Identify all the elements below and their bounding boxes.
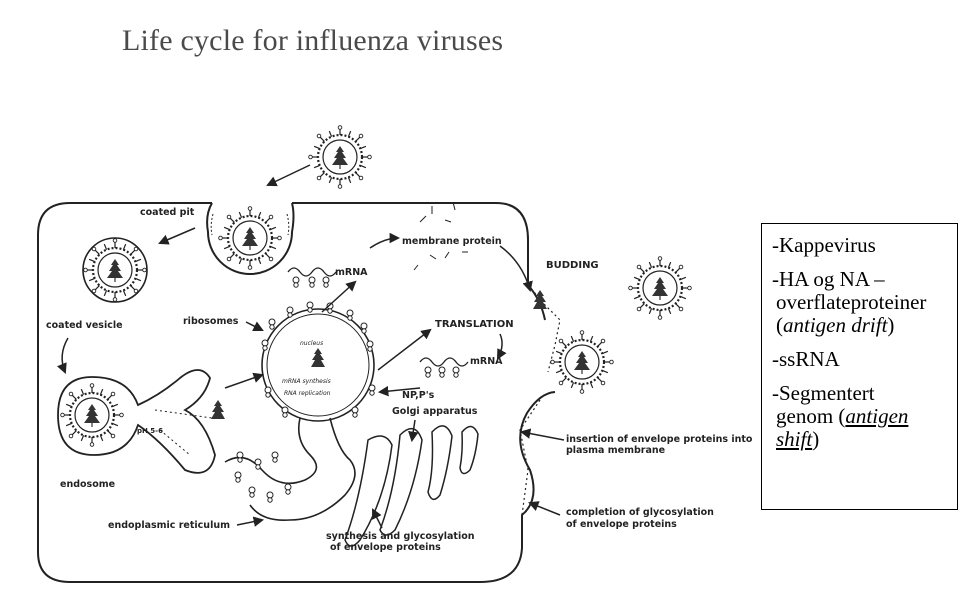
label-insertion-1: insertion of envelope proteins into: [566, 434, 753, 445]
virion-in-pit: [219, 207, 282, 270]
note-ssrna: [772, 348, 951, 371]
label-synthesis-1: synthesis and glycosylation: [326, 531, 475, 542]
arrow-completion: [530, 503, 560, 515]
label-completion-1: completion of glycosylation: [566, 507, 714, 518]
note-underline: antigen: [845, 404, 909, 428]
note-emphasis: antigen drift: [783, 313, 888, 337]
note-text: genom (: [776, 404, 846, 428]
note-text: -Kappevirus: [772, 233, 876, 257]
note-text: -ssRNA: [772, 347, 840, 371]
nucleus: [262, 309, 374, 421]
note-underline: shift: [776, 427, 813, 451]
arrow-to-membrane-protein: [370, 238, 398, 248]
note-text: ): [887, 313, 895, 337]
endoplasmic-reticulum: [225, 418, 355, 520]
arrow-er-label: [237, 520, 262, 525]
arrow-entry: [268, 165, 310, 185]
label-np-ps: NP,P's: [402, 390, 435, 401]
note-text: -Segmentert: [772, 381, 875, 405]
label-coated-pit: coated pit: [140, 207, 195, 218]
arrow-ribosomes: [246, 322, 262, 330]
note-segmentert: [772, 382, 951, 451]
label-endosome: endosome: [60, 479, 116, 490]
note-ha-na: [772, 268, 951, 337]
label-coated-vesicle: coated vesicle: [46, 320, 123, 331]
note-text: overflateproteiner: [776, 290, 927, 314]
label-membrane-protein: membrane protein: [402, 236, 502, 247]
label-golgi: Golgi apparatus: [392, 406, 478, 417]
arrow-to-nucleus: [225, 375, 262, 388]
released-rnp: [211, 400, 225, 419]
label-mrna-1: mRNA: [335, 267, 368, 278]
arrow-translation: [378, 330, 430, 370]
arrow-mrna-down: [498, 334, 502, 358]
note-text: -HA og NA –: [772, 267, 885, 291]
label-ribosomes: ribosomes: [183, 316, 239, 327]
label-mrna-synthesis: mRNA synthesis: [282, 378, 331, 385]
incoming-virion: [309, 126, 372, 189]
arrow-insertion: [522, 432, 564, 440]
label-mrna-2: mRNA: [470, 356, 503, 367]
note-text: (: [776, 313, 783, 337]
arrow-to-budding: [500, 246, 530, 290]
label-ph: pH 5-6: [137, 427, 163, 435]
note-text: ): [812, 427, 820, 451]
arrow-to-vesicle: [160, 228, 195, 243]
notes-box: [761, 223, 958, 510]
note-kappevirus: [772, 234, 951, 257]
arrow-to-endosome: [62, 338, 68, 372]
label-endoplasmic-reticulum: endoplasmic reticulum: [108, 520, 230, 531]
label-nucleus: nucleus: [300, 340, 324, 347]
golgi-apparatus: [345, 426, 478, 546]
released-virion: [629, 257, 692, 320]
arrow-synthesis-label: [373, 510, 382, 528]
label-translation: TRANSLATION: [435, 319, 514, 330]
label-rna-replication: RNA replication: [284, 390, 331, 397]
virion-in-vesicle: [84, 239, 147, 302]
mrna-strand-1: [288, 268, 336, 276]
label-synthesis-2: of envelope proteins: [330, 542, 441, 553]
virion-in-endosome: [61, 384, 124, 447]
mrna-strand-2: [420, 358, 468, 366]
label-insertion-2: plasma membrane: [566, 445, 666, 456]
label-budding: BUDDING: [546, 260, 599, 271]
label-completion-2: of envelope proteins: [566, 519, 677, 530]
page-title: Life cycle for influenza viruses: [122, 24, 504, 57]
budding-virion: [551, 331, 614, 394]
